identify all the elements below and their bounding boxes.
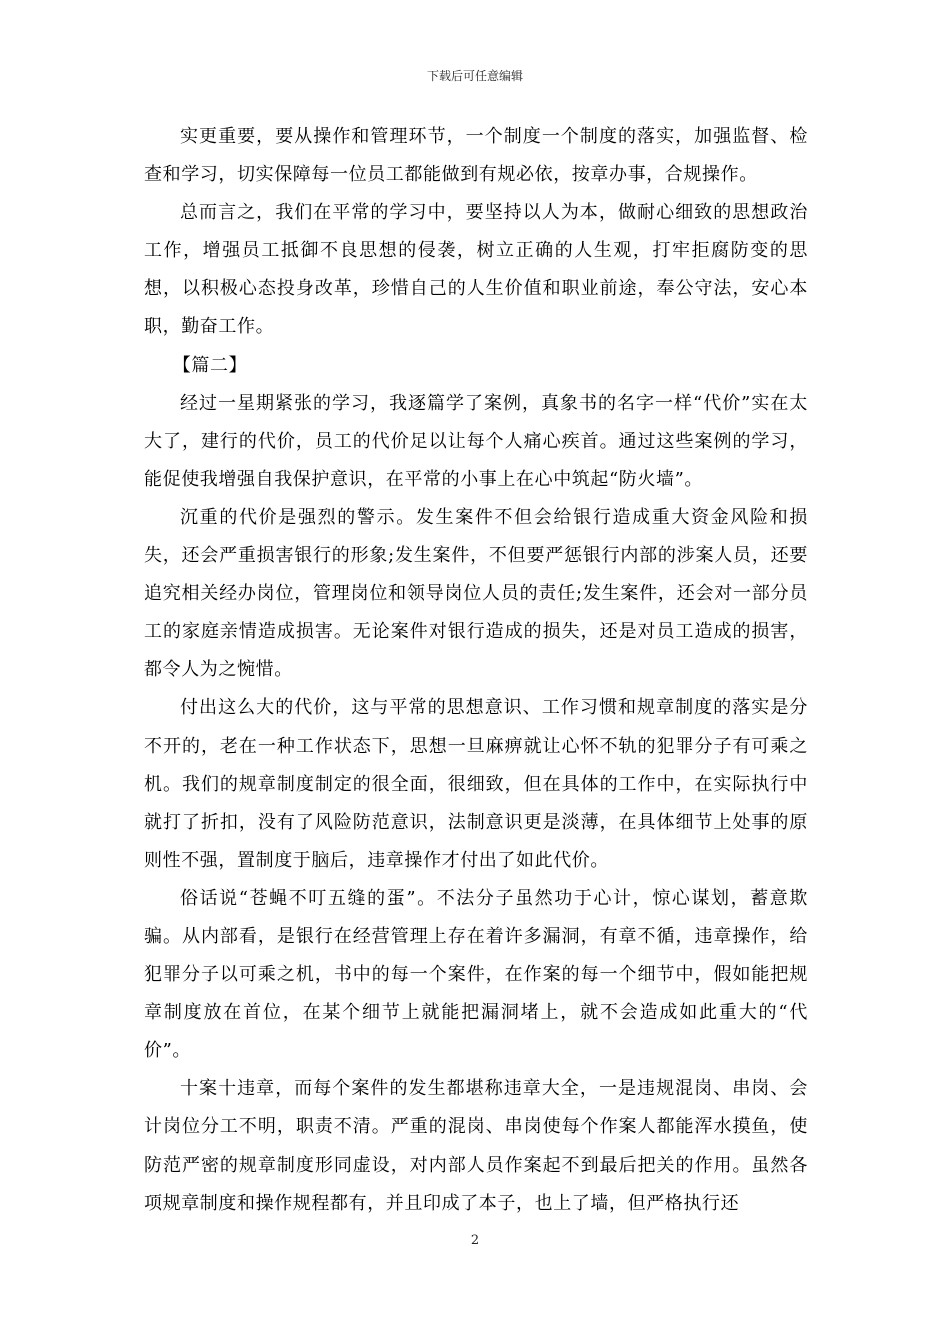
paragraph-4: 沉重的代价是强烈的警示。发生案件不但会给银行造成重大资金风险和损失，还会严重损害银行的形象;发生案件，不但要严惩银行内部的涉案人员，还要追究相关经办岗位，管理岗位和领导岗位人员的责任;发生案件，还会对一部分员工的家庭亲情造成损害。无论案件对银行造成的损失，还是对员工造成的损害，都令人为之惋惜。 xyxy=(144,506,808,681)
paragraph-1: 实更重要，要从操作和管理环节，一个制度一个制度的落实，加强监督、检查和学习，切实保障每一位员工都能做到有规必依，按章办事，合规操作。 xyxy=(144,126,808,186)
paragraph-7: 十案十违章，而每个案件的发生都堪称违章大全，一是违规混岗、串岗、会计岗位分工不明，职责不清。严重的混岗、串岗使每个作案人都能浑水摸鱼，使防范严密的规章制度形同虚设，对内部人员作案起不到最后把关的作用。虽然各项规章制度和操作规程都有，并且印成了本子，也上了墙，但严格执行还 xyxy=(144,1078,808,1214)
page-header-note: 下载后可任意编辑 xyxy=(426,69,523,83)
paragraph-5: 付出这么大的代价，这与平常的思想意识、工作习惯和规章制度的落实是分不开的，老在一种工作状态下，思想一旦麻痹就让心怀不轨的犯罪分子有可乘之机。我们的规章制度制定的很全面，很细致，但在具体的工作中，在实际执行中就打了折扣，没有了风险防范意识，法制意识更是淡薄，在具体细节上处事的原则性不强，置制度于脑后，违章操作才付出了如此代价。 xyxy=(144,697,808,871)
section-heading: 【篇二】 xyxy=(172,354,248,376)
paragraph-3: 经过一星期紧张的学习，我逐篇学了案例，真象书的名字一样“代价”实在太大了，建行的代价，员工的代价足以让每个人痛心疾首。通过这些案例的学习，能促使我增强自我保护意识，在平常的小事上在心中筑起“防火墙”。 xyxy=(144,392,808,490)
page-number: 2 xyxy=(470,1233,480,1248)
paragraph-2: 总而言之，我们在平常的学习中，要坚持以人为本，做耐心细致的思想政治工作，增强员工抵御不良思想的侵袭，树立正确的人生观，打牢拒腐防变的思想，以积极心态投身改革，珍惜自己的人生价值和职业前途，奉公守法，安心本职，勤奋工作。 xyxy=(144,202,808,338)
document-body xyxy=(144,118,808,1223)
paragraph-6: 俗话说“苍蝇不叮五缝的蛋”。不法分子虽然功于心计，惊心谋划，蓄意欺骗。从内部看，是银行在经营管理上存在着许多漏洞，有章不循，违章操作，给犯罪分子以可乘之机，书中的每一个案件，在作案的每一个细节中，假如能把规章制度放在首位，在某个细节上就能把漏洞堵上，就不会造成如此重大的“代价”。 xyxy=(144,887,808,1062)
